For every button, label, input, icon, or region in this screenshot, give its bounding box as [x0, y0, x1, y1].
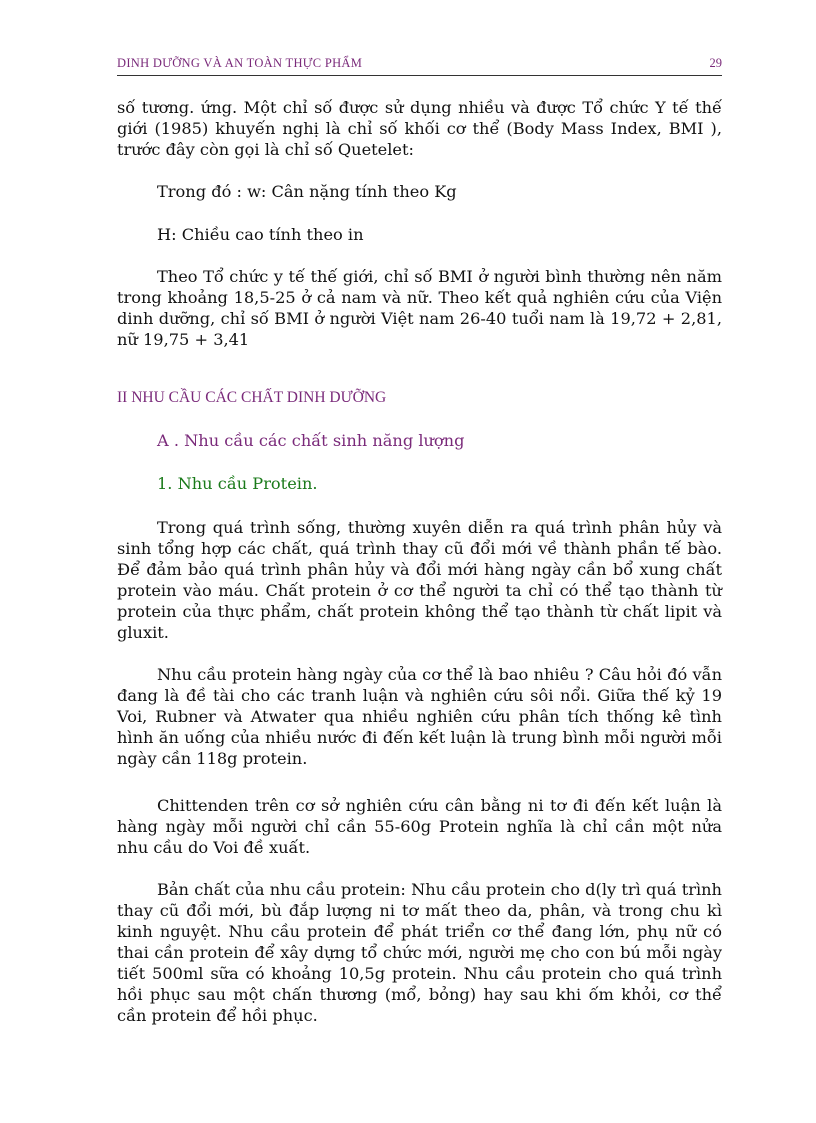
header-divider	[117, 75, 722, 76]
paragraph-chittenden: Chittenden trên cơ sở nghiên cứu cân bằng ni tơ đi đến kết luận là hàng ngày mỗi người chỉ cần 55-60g Protein nghĩa là chỉ cần một nửa nhu cầu do Voi đề xuất.	[117, 796, 722, 857]
paragraph-bmi-ranges: Theo Tổ chức y tế thế giới, chỉ số BMI ở người bình thường nên năm trong khoảng 18,5-25 ở cả nam và nữ. Theo kết quả nghiên cứu của Viện dinh dưỡng, chỉ số BMI ở người Việt nam 26-40 tuổi nam là 19,72 + 2,81, nữ 19,75 + 3,41	[117, 267, 722, 349]
paragraph-height-definition: H: Chiều cao tính theo in	[157, 225, 364, 244]
header-title: DINH DƯỠNG VÀ AN TOÀN THỰC PHẨM	[117, 56, 363, 70]
running-header	[117, 56, 722, 76]
paragraph-protein-nature: Bản chất của nhu cầu protein: Nhu cầu protein cho d(ly trì quá trình thay cũ đổi mới, bù đắp lượng ni tơ mất theo da, phân, và trong chu kì kinh nguyệt. Nhu cầu protein để phát triển cơ thể đang lớn, phụ nữ có thai cần protein để xây dựng tổ chức mới, người mẹ cho con bú mỗi ngày tiết 500ml sữa có khoảng 10,5g protein. Nhu cầu protein cho quá trình hồi phục sau một chấn thương (mổ, bỏng) hay sau khi ốm khỏi, cơ thể cần protein để hồi phục.	[117, 880, 722, 1025]
page-number: 29	[709, 56, 722, 70]
protein-heading: 1. Nhu cầu Protein.	[157, 474, 318, 493]
paragraph-protein-metabolism: Trong quá trình sống, thường xuyên diễn ra quá trình phân hủy và sinh tổng hợp các chất, quá trình thay cũ đổi mới về thành phần tế bào. Để đảm bảo quá trình phân hủy và đổi mới hàng ngày cần bổ xung chất protein vào máu. Chất protein ở cơ thể người ta chỉ có thể tạo thành từ protein của thực phẩm, chất protein không thể tạo thành từ chất lipit và gluxit.	[117, 518, 722, 642]
subsection-heading: A . Nhu cầu các chất sinh năng lượng	[157, 431, 465, 450]
paragraph-bmi-intro: số tương. ứng. Một chỉ số được sử dụng nhiều và được Tổ chức Y tế thế giới (1985) khuyến nghị là chỉ số khối cơ thể (Body Mass Index, BMI ), trước đây còn gọi là chỉ số Quetelet:	[117, 98, 722, 159]
section-heading: II NHU CẦU CÁC CHẤT DINH DƯỠNG	[117, 389, 387, 406]
paragraph-protein-requirement: Nhu cầu protein hàng ngày của cơ thể là bao nhiêu ? Câu hỏi đó vẫn đang là đề tài cho các tranh luận và nghiên cứu sôi nổi. Giữa thế kỷ 19 Voi, Rubner và Atwater qua nhiều nghiên cứu phân tích thống kê tình hình ăn uống của nhiều nước đi đến kết luận là trung bình mỗi người mỗi ngày cần 118g protein.	[117, 665, 722, 768]
paragraph-weight-definition: Trong đó : w: Cân nặng tính theo Kg	[157, 182, 457, 201]
